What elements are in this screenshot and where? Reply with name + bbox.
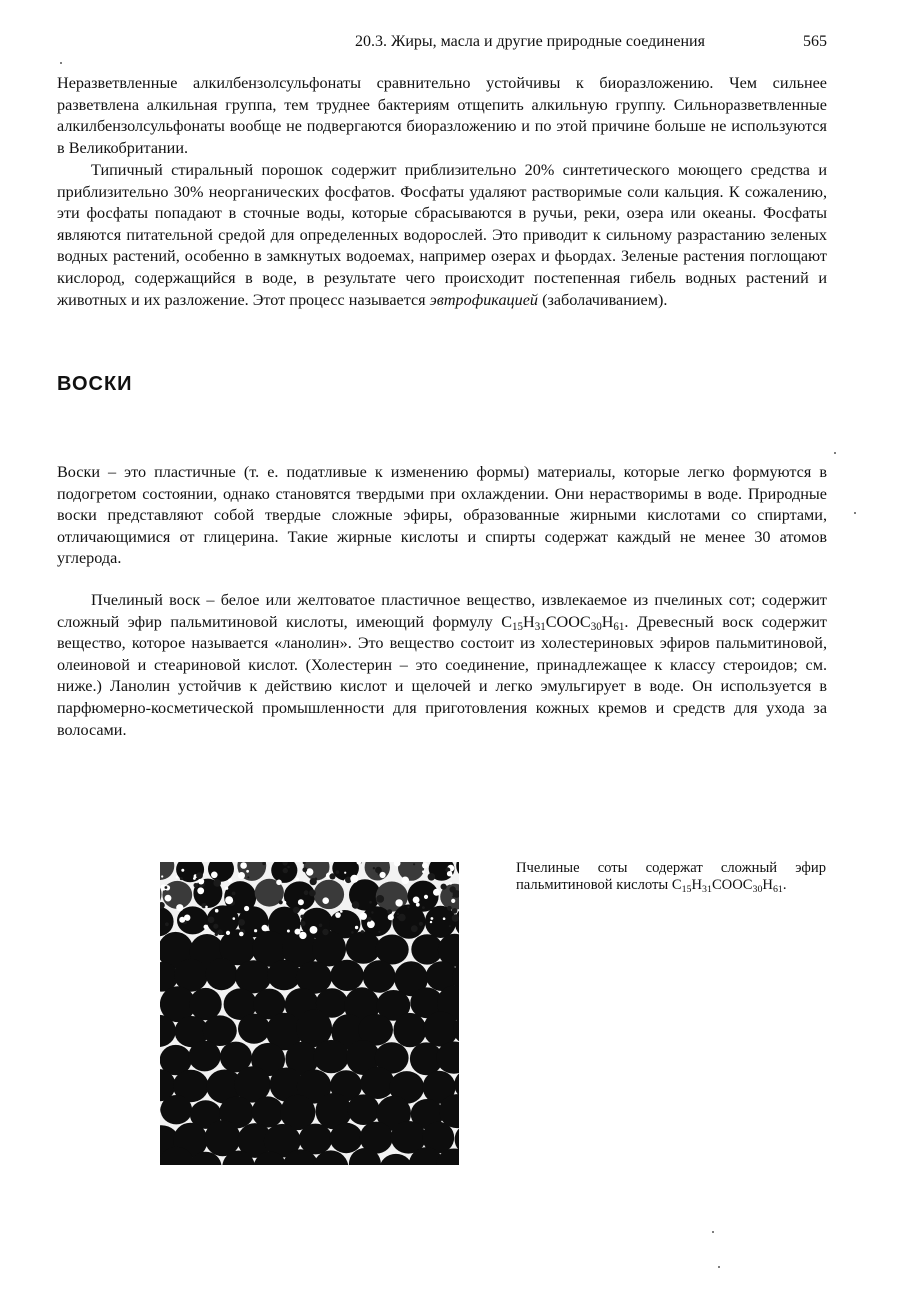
comb-cell bbox=[330, 960, 363, 991]
comb-texture-speck bbox=[422, 863, 428, 869]
comb-texture-speck bbox=[407, 906, 409, 908]
comb-texture-speck bbox=[360, 913, 367, 920]
comb-texture-speck bbox=[213, 924, 218, 929]
comb-texture-speck bbox=[373, 867, 375, 869]
comb-texture-speck bbox=[447, 871, 452, 876]
formula-inline: $C_{15}H_{31}COOC_{30}H_{61}$ bbox=[501, 612, 625, 633]
honeycomb-photo bbox=[160, 862, 459, 1165]
comb-cell bbox=[252, 1096, 284, 1127]
comb-cell bbox=[425, 906, 456, 938]
comb-texture-speck bbox=[238, 919, 245, 926]
comb-texture-speck bbox=[239, 932, 244, 937]
figure-caption: Пчелиные соты содержат сложный эфир пальмитиновой кислоты $C_{15}H_{31}COOC_{30}H_{61}$. bbox=[516, 860, 826, 895]
paragraph-1: Неразветвленные алкилбензолсульфонаты сравнительно устойчивы к биоразложению. Чем сильнее разветвлена алкильная группа, тем труднее бактериям отщепить алкильную группу. Сильноразветвленные алкилбензолсульфонаты вообще не подвергаются биоразложению и по этой причине больше не используются в Великобритании. bbox=[57, 74, 827, 157]
comb-texture-speck bbox=[304, 890, 309, 895]
section-heading: ВОСКИ bbox=[57, 373, 133, 395]
term-eutrophication: эвтрофикацией bbox=[429, 290, 539, 309]
paragraph-2-end: (заболачиванием). bbox=[538, 290, 668, 309]
comb-texture-speck bbox=[300, 921, 305, 926]
comb-texture-speck bbox=[369, 901, 372, 904]
paragraph-3: Воски – это пластичные (т. е. податливые к изменению формы) материалы, которые легко формуются в подогретом состоянии, однако становятся твердыми при охлаждении. Они нерастворимы в воде. Природные воски представляют собой твердые сложные эфиры, образованные жирными кислотами со спиртами, отличающимися от глицерина. Такие жирные кислоты и спирты содержат каждый не менее 30 атомов углерода. bbox=[57, 463, 827, 568]
comb-texture-speck bbox=[208, 917, 215, 924]
comb-texture-speck bbox=[361, 930, 364, 933]
comb-cell bbox=[346, 931, 381, 963]
comb-texture-speck bbox=[262, 925, 268, 931]
paragraph-2 bbox=[57, 160, 827, 311]
comb-texture-speck bbox=[452, 914, 459, 921]
comb-cell bbox=[392, 904, 425, 938]
comb-texture-speck bbox=[371, 911, 373, 913]
comb-texture-speck bbox=[451, 899, 455, 903]
comb-texture-speck bbox=[204, 925, 209, 930]
comb-texture-speck bbox=[340, 910, 343, 913]
comb-texture-speck bbox=[449, 882, 452, 885]
comb-texture-speck bbox=[441, 884, 447, 890]
comb-texture-speck bbox=[238, 872, 245, 879]
comb-texture-speck bbox=[422, 870, 425, 873]
comb-texture-speck bbox=[246, 870, 249, 873]
comb-texture-speck bbox=[416, 903, 420, 907]
comb-texture-speck bbox=[194, 883, 199, 888]
comb-texture-speck bbox=[165, 922, 169, 926]
comb-texture-speck bbox=[397, 913, 400, 916]
comb-texture-speck bbox=[422, 906, 425, 909]
comb-texture-speck bbox=[244, 906, 249, 911]
comb-texture-speck bbox=[161, 875, 163, 877]
comb-texture-speck bbox=[198, 878, 204, 884]
comb-texture-speck bbox=[335, 912, 341, 918]
comb-texture-speck bbox=[176, 904, 183, 911]
scan-speck bbox=[834, 452, 836, 454]
comb-texture-speck bbox=[351, 931, 354, 934]
comb-texture-speck bbox=[193, 877, 196, 880]
comb-texture-speck bbox=[296, 878, 299, 881]
comb-texture-speck bbox=[431, 917, 434, 920]
comb-texture-speck bbox=[411, 925, 418, 932]
comb-texture-speck bbox=[367, 917, 372, 922]
comb-texture-speck bbox=[283, 901, 286, 904]
comb-texture-speck bbox=[395, 899, 402, 906]
comb-texture-speck bbox=[378, 931, 380, 933]
comb-texture-speck bbox=[452, 908, 458, 914]
scan-speck bbox=[854, 512, 856, 514]
comb-texture-speck bbox=[215, 909, 219, 913]
page-number: 565 bbox=[803, 33, 827, 50]
comb-texture-speck bbox=[197, 887, 204, 894]
comb-texture-speck bbox=[279, 900, 283, 904]
comb-texture-speck bbox=[397, 916, 399, 918]
comb-texture-speck bbox=[165, 886, 168, 889]
comb-texture-speck bbox=[176, 876, 179, 879]
comb-texture-speck bbox=[367, 922, 370, 925]
comb-texture-speck bbox=[433, 889, 440, 896]
comb-texture-speck bbox=[376, 895, 384, 903]
comb-texture-speck bbox=[300, 915, 304, 919]
comb-texture-speck bbox=[375, 867, 382, 874]
comb-texture-speck bbox=[226, 931, 230, 935]
comb-texture-speck bbox=[443, 917, 446, 920]
comb-cell bbox=[206, 958, 238, 990]
comb-texture-speck bbox=[387, 909, 392, 914]
comb-texture-speck bbox=[329, 873, 335, 879]
comb-texture-speck bbox=[350, 875, 358, 883]
comb-cell bbox=[347, 1094, 379, 1125]
scan-speck bbox=[718, 1266, 720, 1268]
comb-texture-speck bbox=[428, 873, 436, 881]
caption-formula: $C_{15}H_{31}COOC_{30}H_{61}$ bbox=[671, 877, 783, 895]
comb-texture-speck bbox=[355, 926, 358, 929]
comb-texture-speck bbox=[398, 914, 406, 922]
comb-texture-speck bbox=[310, 926, 318, 934]
comb-cell bbox=[161, 1095, 193, 1124]
comb-texture-speck bbox=[430, 921, 432, 923]
comb-texture-speck bbox=[232, 892, 236, 896]
comb-texture-speck bbox=[344, 872, 346, 874]
comb-texture-speck bbox=[240, 862, 247, 869]
comb-texture-speck bbox=[424, 895, 428, 899]
comb-texture-speck bbox=[254, 929, 257, 932]
comb-texture-speck bbox=[449, 925, 451, 927]
comb-cell bbox=[205, 1120, 241, 1156]
comb-cell bbox=[284, 881, 315, 910]
comb-cell bbox=[189, 1041, 221, 1072]
comb-texture-speck bbox=[419, 922, 423, 926]
comb-texture-speck bbox=[388, 914, 394, 920]
comb-texture-speck bbox=[225, 896, 233, 904]
comb-cell bbox=[238, 1014, 270, 1044]
comb-texture-speck bbox=[380, 872, 386, 878]
comb-texture-speck bbox=[413, 863, 415, 865]
comb-texture-speck bbox=[299, 932, 306, 939]
comb-texture-speck bbox=[228, 878, 232, 882]
comb-texture-speck bbox=[205, 906, 208, 909]
comb-texture-speck bbox=[452, 896, 454, 898]
comb-texture-speck bbox=[322, 929, 328, 935]
running-title: 20.3. Жиры, масла и другие природные соединения bbox=[355, 33, 705, 50]
paragraph-4 bbox=[57, 590, 827, 741]
comb-texture-speck bbox=[180, 877, 183, 880]
comb-cell bbox=[314, 880, 344, 909]
comb-texture-speck bbox=[319, 924, 323, 928]
comb-texture-speck bbox=[309, 890, 316, 897]
comb-texture-speck bbox=[295, 929, 301, 935]
comb-texture-speck bbox=[298, 899, 304, 905]
comb-texture-speck bbox=[283, 868, 288, 873]
comb-texture-speck bbox=[300, 909, 305, 914]
comb-cell bbox=[190, 988, 222, 1020]
comb-texture-speck bbox=[233, 917, 236, 920]
comb-texture-speck bbox=[276, 880, 282, 886]
comb-cell bbox=[376, 935, 409, 965]
comb-texture-speck bbox=[181, 869, 184, 872]
comb-texture-speck bbox=[352, 901, 360, 909]
comb-texture-speck bbox=[213, 879, 221, 887]
comb-texture-speck bbox=[165, 895, 172, 902]
scan-speck bbox=[60, 62, 62, 64]
comb-cell bbox=[360, 1067, 394, 1099]
comb-texture-speck bbox=[322, 897, 329, 904]
paragraph-4-end: . Древесный воск содержит вещество, которое называется «ланолин». Это вещество состоит из холестериновых эфиров пальмитиновой, олеиновой и стеариновой кислот. (Холестерин – это соединение, принадлежащее к классу стероидов; см. ниже.) Ланолин устойчив к действию кислот и щелочей и легко эмульгирует в воде. Он используется в парфюмерно-косметической промышленности для приготовления кожных кремов и средств для ухода за волосами. bbox=[57, 612, 827, 739]
comb-cell bbox=[313, 1040, 349, 1073]
page-header bbox=[355, 33, 827, 57]
comb-texture-speck bbox=[293, 907, 300, 914]
comb-texture-speck bbox=[447, 906, 452, 911]
comb-texture-speck bbox=[247, 876, 249, 878]
comb-texture-speck bbox=[211, 872, 218, 879]
comb-cell bbox=[363, 960, 396, 993]
comb-texture-speck bbox=[196, 872, 203, 879]
comb-texture-speck bbox=[179, 917, 185, 923]
comb-texture-speck bbox=[217, 930, 223, 936]
honeycomb-image bbox=[160, 862, 459, 1165]
comb-texture-speck bbox=[401, 877, 409, 885]
comb-texture-speck bbox=[225, 887, 228, 890]
comb-cell bbox=[330, 1123, 363, 1153]
scan-speck bbox=[712, 1231, 714, 1233]
comb-cell bbox=[267, 960, 301, 990]
paragraph-4-text: Пчелиный воск – белое или желтоватое пластичное вещество, извлекаемое из пчелиных сот; содержит сложный эфир пальмитиновой кислоты, имеющий формулу bbox=[57, 591, 827, 631]
comb-texture-speck bbox=[287, 866, 290, 869]
comb-texture-speck bbox=[336, 870, 340, 874]
comb-texture-speck bbox=[302, 867, 307, 872]
comb-texture-speck bbox=[310, 878, 317, 885]
comb-texture-speck bbox=[287, 930, 290, 933]
comb-cell bbox=[393, 1013, 426, 1047]
paragraph-2-text: Типичный стиральный порошок содержит приблизительно 20% синтетического моющего средства и приблизительно 30% неорганических фосфатов. Фосфаты удаляют растворимые соли кальция. К сожалению, эти фосфаты попадают в сточные воды, которые сбрасываются в ручьи, реки, озера или океаны. Фосфаты являются питательной средой для определенных водорослей. Это приводит к сильному разрастанию зеленых водных растений, особенно в замкнутых водоемах, например озерах и фьордах. Зеленые растения поглощают кислород, содержащийся в воде, в результате чего происходит постепенная гибель водных растений и животных и их разложение. Этот процесс называется bbox=[57, 161, 827, 309]
comb-texture-speck bbox=[413, 897, 420, 904]
